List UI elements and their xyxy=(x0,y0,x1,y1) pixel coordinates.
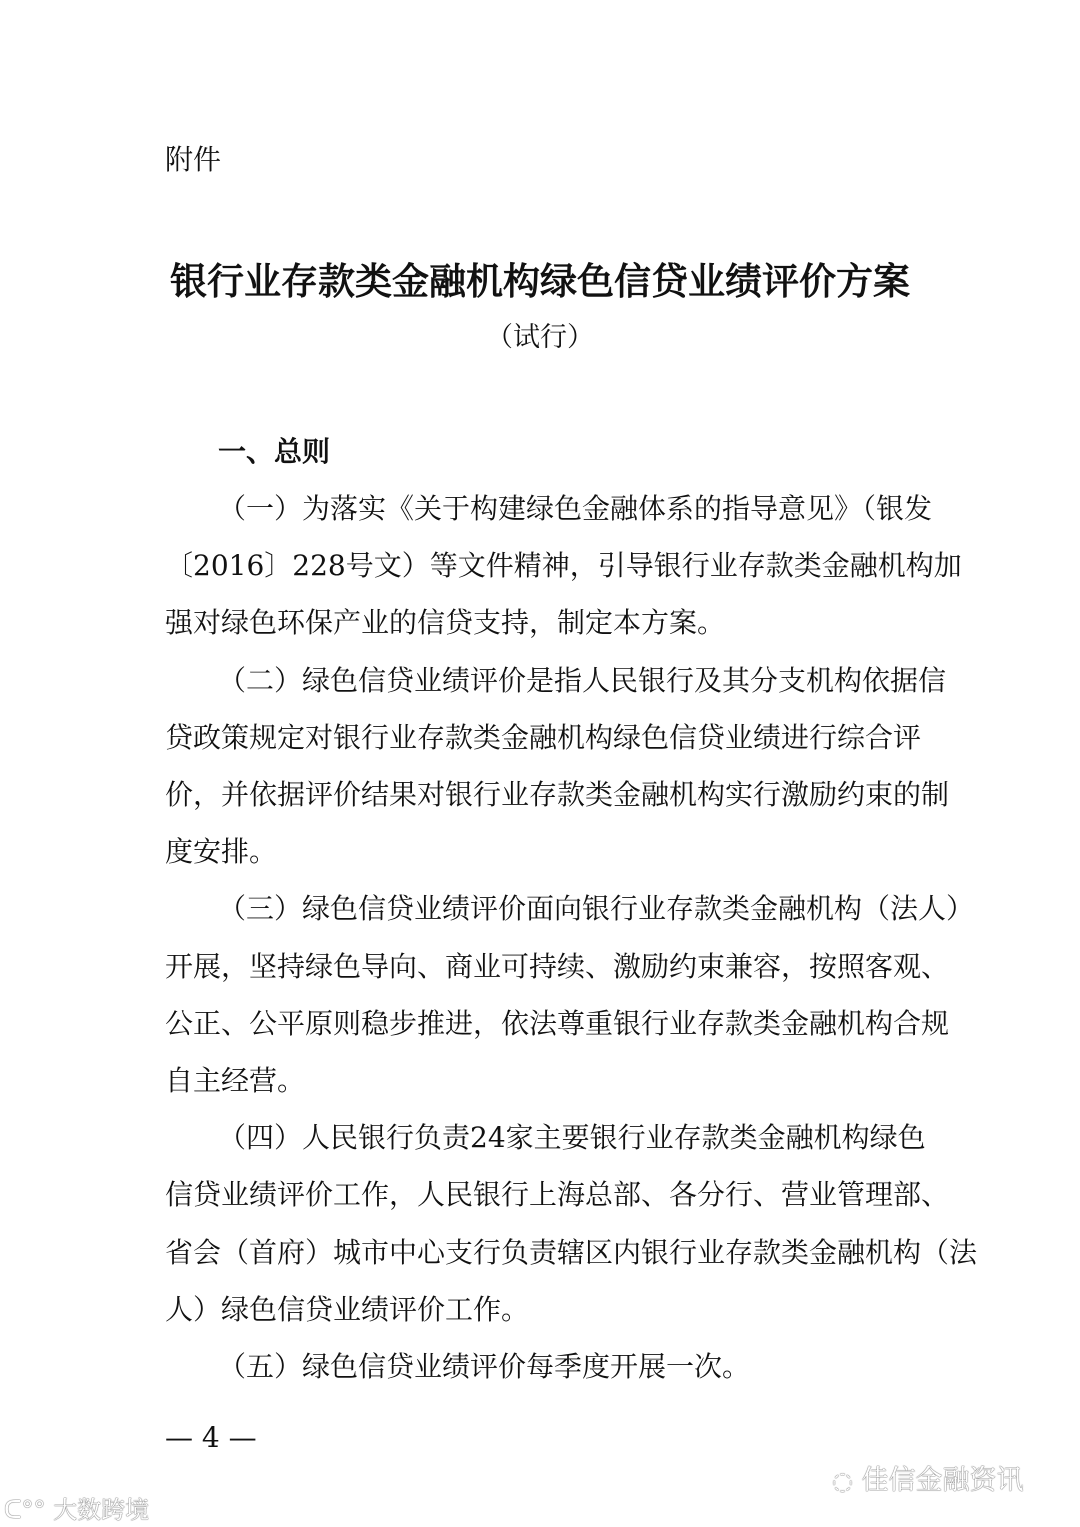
paragraph-line: （三）绿色信贷业绩评价面向银行业存款类金融机构（法人） xyxy=(218,892,975,926)
paragraph-line: 信贷业绩评价工作，人民银行上海总部、各分行、营业管理部、 xyxy=(165,1178,950,1212)
paragraph-line: 省会（首府）城市中心支行负责辖区内银行业存款类金融机构（法 xyxy=(165,1235,978,1269)
paragraph-line: （四）人民银行负责24家主要银行业存款类金融机构绿色 xyxy=(218,1121,926,1155)
section-heading: 一、总则 xyxy=(218,435,331,468)
paragraph-line: 开展，坚持绿色导向、商业可持续、激励约束兼容，按照客观、 xyxy=(165,949,950,983)
paragraph-line: 度安排。 xyxy=(165,835,278,869)
watermark-left: ᑕ°° 大数跨境 xyxy=(4,1496,150,1524)
paragraph-line: 贷政策规定对银行业存款类金融机构绿色信贷业绩进行综合评 xyxy=(165,720,922,754)
logo-icon: ᑕ°° xyxy=(4,1496,46,1524)
paragraph-line: 公正、公平原则稳步推进，依法尊重银行业存款类金融机构合规 xyxy=(165,1006,950,1040)
document-title: 银行业存款类金融机构绿色信贷业绩评价方案 xyxy=(170,260,910,303)
paragraph-line: 强对绿色环保产业的信贷支持，制定本方案。 xyxy=(165,606,726,640)
paragraph-line: 价，并依据评价结果对银行业存款类金融机构实行激励约束的制 xyxy=(165,778,950,811)
attachment-label: 附件 xyxy=(165,143,222,176)
paragraph-line: 〔2016〕228号文）等文件精神，引导银行业存款类金融机构加 xyxy=(165,549,962,583)
paragraph-line: 自主经营。 xyxy=(165,1064,306,1097)
paragraph-line: （一）为落实《关于构建绿色金融体系的指导意见》（银发 xyxy=(218,492,933,525)
wechat-icon: ◌ xyxy=(832,1467,853,1495)
page-number: — 4 — xyxy=(165,1421,257,1454)
document-subtitle: （试行） xyxy=(486,322,594,353)
paragraph-line: 人）绿色信贷业绩评价工作。 xyxy=(165,1292,530,1326)
paragraph-line: （五）绿色信贷业绩评价每季度开展一次。 xyxy=(218,1350,751,1383)
watermark-right: ◌ 佳信金融资讯 xyxy=(832,1465,1024,1496)
paragraph-line: （二）绿色信贷业绩评价是指人民银行及其分支机构依据信 xyxy=(218,663,947,697)
